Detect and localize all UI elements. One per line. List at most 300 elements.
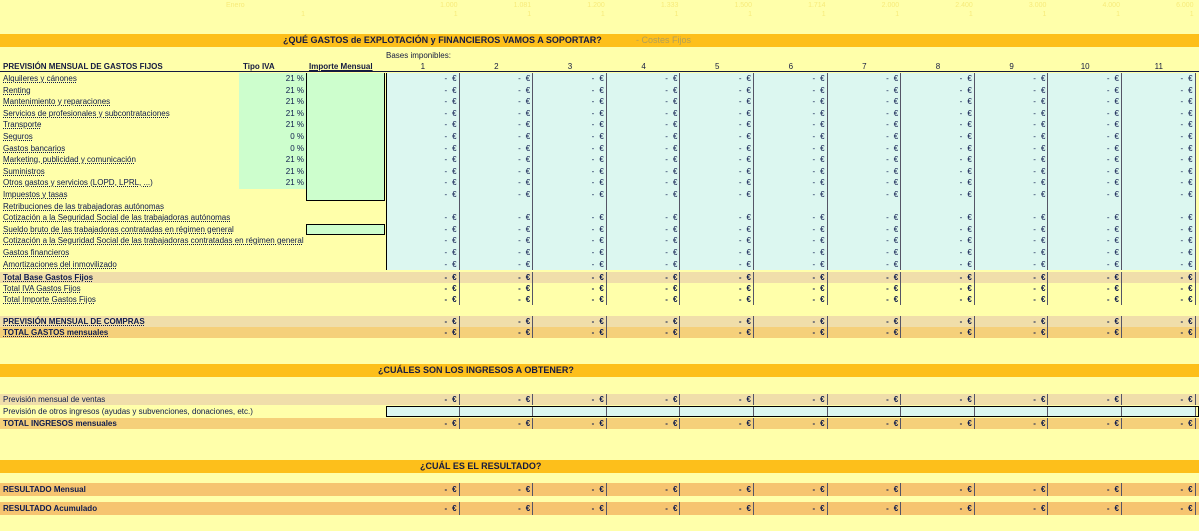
top-value: 3.000 bbox=[1028, 2, 1047, 9]
euro-sign: € bbox=[525, 178, 531, 188]
euro-sign: € bbox=[1040, 224, 1046, 234]
value-cell bbox=[1048, 283, 1122, 294]
expense-label: Cotización a la Seguridad Social de las trabajadoras contratadas en régimen general bbox=[3, 236, 304, 246]
euro-sign: € bbox=[525, 166, 531, 176]
value-cell bbox=[533, 316, 607, 327]
euro-sign: € bbox=[820, 178, 825, 188]
euro-sign: € bbox=[599, 236, 604, 246]
importe-mensual-header: Importe Mensual bbox=[309, 62, 373, 71]
euro-sign: € bbox=[820, 295, 825, 304]
euro-sign: € bbox=[525, 295, 531, 304]
cell-value: - bbox=[518, 178, 521, 188]
euro-sign: € bbox=[820, 143, 825, 153]
euro-sign: € bbox=[525, 504, 531, 513]
euro-sign: € bbox=[746, 166, 751, 176]
euro-sign: € bbox=[599, 328, 604, 337]
cell-value: - bbox=[812, 166, 816, 176]
euro-sign: € bbox=[1040, 295, 1046, 304]
euro-sign: € bbox=[452, 395, 457, 404]
cell-value: - bbox=[1033, 166, 1036, 176]
euro-sign: € bbox=[525, 273, 531, 282]
value-cell bbox=[1122, 283, 1196, 294]
top-sub-value: 1 bbox=[1042, 11, 1047, 18]
euro-sign: € bbox=[1040, 485, 1046, 494]
cell-value: - bbox=[665, 328, 668, 337]
euro-sign: € bbox=[452, 485, 457, 494]
cell-value: - bbox=[1180, 224, 1184, 234]
euro-sign: € bbox=[672, 132, 678, 141]
euro-sign: € bbox=[525, 259, 531, 269]
cell-value: - bbox=[959, 259, 963, 269]
euro-sign: € bbox=[746, 132, 751, 141]
cell-value: - bbox=[1106, 236, 1110, 246]
euro-sign: € bbox=[599, 259, 604, 269]
value-cell bbox=[975, 483, 1049, 496]
euro-sign: € bbox=[525, 328, 531, 337]
euro-sign: € bbox=[967, 143, 972, 153]
euro-sign: € bbox=[599, 74, 604, 83]
euro-sign: € bbox=[820, 224, 825, 234]
cell-value: - bbox=[1180, 485, 1184, 494]
value-cell bbox=[386, 327, 460, 338]
euro-sign: € bbox=[746, 284, 751, 293]
cell-value: - bbox=[1180, 295, 1184, 304]
cell-value: - bbox=[1033, 248, 1036, 257]
value-cell bbox=[533, 283, 607, 294]
euro-sign: € bbox=[746, 328, 751, 337]
cell-value: - bbox=[665, 295, 668, 304]
euro-sign: € bbox=[452, 284, 457, 293]
euro-sign: € bbox=[967, 224, 972, 234]
euro-sign: € bbox=[452, 97, 457, 107]
euro-sign: € bbox=[967, 213, 972, 223]
euro-sign: € bbox=[893, 108, 899, 118]
cell-value: - bbox=[518, 155, 521, 165]
cell-value: - bbox=[444, 155, 448, 165]
value-cell bbox=[680, 272, 754, 283]
section-ingresos-title bbox=[0, 364, 1199, 377]
euro-sign: € bbox=[746, 273, 751, 282]
cell-value: - bbox=[444, 224, 448, 234]
euro-sign: € bbox=[893, 224, 899, 234]
cell-value: - bbox=[1180, 317, 1184, 326]
cell-value: - bbox=[665, 143, 668, 153]
euro-sign: € bbox=[599, 248, 604, 257]
value-cell bbox=[680, 418, 754, 429]
iva-cell[interactable]: 21 % bbox=[239, 96, 306, 108]
value-cell bbox=[533, 502, 607, 515]
cell-value: - bbox=[591, 166, 595, 176]
euro-sign: € bbox=[452, 155, 457, 165]
euro-sign: € bbox=[599, 295, 604, 304]
euro-sign: € bbox=[452, 190, 457, 199]
cell-value: - bbox=[1106, 259, 1110, 269]
value-cell bbox=[607, 316, 681, 327]
importe-cell[interactable] bbox=[306, 131, 385, 143]
importe-cell[interactable] bbox=[306, 119, 385, 131]
euro-sign: € bbox=[452, 213, 457, 223]
value-cell bbox=[901, 394, 975, 405]
iva-cell[interactable]: 21 % bbox=[239, 154, 306, 166]
euro-sign: € bbox=[967, 155, 972, 165]
cell-value: - bbox=[959, 178, 963, 188]
month-header-2: 2 bbox=[494, 62, 499, 71]
value-cell bbox=[754, 327, 828, 338]
cell-value: - bbox=[812, 224, 816, 234]
value-cell bbox=[680, 502, 754, 515]
cell-value: - bbox=[1033, 108, 1036, 118]
cell-value: - bbox=[738, 284, 742, 293]
value-cell bbox=[533, 394, 607, 405]
top-value: 1.200 bbox=[587, 2, 605, 9]
euro-sign: € bbox=[1188, 236, 1193, 246]
cell-value: - bbox=[738, 97, 742, 107]
value-cell bbox=[460, 394, 534, 405]
importe-cell[interactable] bbox=[306, 143, 385, 155]
cell-value: - bbox=[959, 317, 963, 326]
importe-cell[interactable] bbox=[306, 166, 385, 178]
euro-sign: € bbox=[599, 273, 604, 282]
value-cell bbox=[386, 394, 460, 405]
expense-label: Alquileres y cánones bbox=[3, 74, 77, 83]
euro-sign: € bbox=[672, 143, 678, 153]
cell-value: - bbox=[812, 419, 816, 428]
cell-value: - bbox=[886, 248, 889, 257]
expense-label: Transporte bbox=[3, 120, 42, 130]
cell-value: - bbox=[886, 485, 889, 494]
euro-sign: € bbox=[672, 108, 678, 118]
cell-value: - bbox=[959, 224, 963, 234]
cell-value: - bbox=[1106, 419, 1110, 428]
cell-value: - bbox=[1106, 224, 1110, 234]
importe-cell[interactable] bbox=[306, 73, 385, 85]
importe-cell[interactable] bbox=[306, 224, 385, 236]
euro-sign: € bbox=[1040, 273, 1046, 282]
cell-value: - bbox=[444, 108, 448, 118]
cell-value: - bbox=[1180, 213, 1184, 223]
iva-cell[interactable]: 21 % bbox=[239, 166, 306, 178]
value-cell bbox=[607, 283, 681, 294]
euro-sign: € bbox=[1114, 213, 1119, 223]
euro-sign: € bbox=[599, 213, 604, 223]
expense-label: Impuestos y tasas bbox=[3, 190, 68, 199]
euro-sign: € bbox=[967, 236, 972, 246]
euro-sign: € bbox=[599, 419, 604, 428]
euro-sign: € bbox=[452, 248, 457, 257]
euro-sign: € bbox=[967, 74, 972, 83]
euro-sign: € bbox=[893, 74, 899, 83]
euro-sign: € bbox=[672, 273, 678, 282]
euro-sign: € bbox=[1040, 108, 1046, 118]
cell-value: - bbox=[444, 504, 448, 513]
cell-value: - bbox=[591, 143, 595, 153]
iva-cell[interactable]: 21 % bbox=[239, 177, 306, 189]
cell-value: - bbox=[886, 328, 889, 337]
cell-value: - bbox=[738, 143, 742, 153]
cell-value: - bbox=[1033, 284, 1036, 293]
cell-value: - bbox=[959, 419, 963, 428]
cell-value: - bbox=[812, 132, 816, 141]
cell-value: - bbox=[886, 317, 889, 326]
euro-sign: € bbox=[746, 236, 751, 246]
euro-sign: € bbox=[452, 132, 457, 141]
value-cell bbox=[901, 316, 975, 327]
cell-value: - bbox=[812, 504, 816, 513]
euro-sign: € bbox=[1114, 295, 1119, 304]
cell-value: - bbox=[738, 317, 742, 326]
euro-sign: € bbox=[820, 97, 825, 107]
cell-value: - bbox=[1033, 317, 1036, 326]
euro-sign: € bbox=[746, 85, 751, 95]
value-cell bbox=[386, 418, 460, 429]
value-cell bbox=[607, 294, 681, 305]
value-cell bbox=[901, 327, 975, 338]
cell-value: - bbox=[738, 273, 742, 282]
top-sub-value: 1 bbox=[453, 11, 458, 18]
euro-sign: € bbox=[1040, 248, 1046, 257]
cell-value: - bbox=[1180, 97, 1184, 107]
euro-sign: € bbox=[820, 395, 825, 404]
euro-sign: € bbox=[1188, 85, 1193, 95]
expense-label: Amortizaciones del inmovilizado bbox=[3, 259, 117, 269]
cell-value: - bbox=[886, 155, 889, 165]
cell-value: - bbox=[591, 224, 595, 234]
euro-sign: € bbox=[452, 224, 457, 234]
importe-cell[interactable] bbox=[306, 189, 385, 201]
value-cell bbox=[680, 316, 754, 327]
cell-value: - bbox=[886, 213, 889, 223]
euro-sign: € bbox=[525, 284, 531, 293]
cell-value: - bbox=[518, 259, 521, 269]
euro-sign: € bbox=[672, 120, 678, 130]
euro-sign: € bbox=[599, 97, 604, 107]
value-cell bbox=[680, 483, 754, 496]
importe-cell[interactable] bbox=[306, 96, 385, 108]
cell-value: - bbox=[1033, 295, 1036, 304]
importe-cell[interactable] bbox=[306, 108, 385, 120]
cell-value: - bbox=[1106, 97, 1110, 107]
cell-value: - bbox=[959, 485, 963, 494]
euro-sign: € bbox=[893, 248, 899, 257]
euro-sign: € bbox=[1040, 132, 1046, 141]
resultado-mensual-label: RESULTADO Mensual bbox=[3, 485, 86, 494]
euro-sign: € bbox=[820, 132, 825, 141]
cell-value: - bbox=[1180, 74, 1184, 83]
iva-cell[interactable]: 21 % bbox=[239, 85, 306, 97]
cell-value: - bbox=[444, 259, 448, 269]
value-cell bbox=[975, 316, 1049, 327]
euro-sign: € bbox=[599, 504, 604, 513]
cell-value: - bbox=[665, 97, 668, 107]
cell-value: - bbox=[738, 236, 742, 246]
euro-sign: € bbox=[746, 317, 751, 326]
value-cell bbox=[975, 327, 1049, 338]
cell-value: - bbox=[738, 504, 742, 513]
euro-sign: € bbox=[1114, 74, 1119, 83]
iva-cell[interactable]: 21 % bbox=[239, 108, 306, 120]
euro-sign: € bbox=[967, 108, 972, 118]
cell-value: - bbox=[738, 248, 742, 257]
euro-sign: € bbox=[1114, 166, 1119, 176]
cell-value: - bbox=[1033, 259, 1036, 269]
cell-value: - bbox=[959, 213, 963, 223]
euro-sign: € bbox=[820, 317, 825, 326]
euro-sign: € bbox=[672, 485, 678, 494]
cell-value: - bbox=[812, 395, 816, 404]
cell-value: - bbox=[518, 284, 521, 293]
euro-sign: € bbox=[1188, 224, 1193, 234]
importe-cell[interactable] bbox=[306, 85, 385, 97]
cell-value: - bbox=[812, 74, 816, 83]
cell-value: - bbox=[1033, 419, 1036, 428]
euro-sign: € bbox=[1114, 273, 1119, 282]
cell-value: - bbox=[1106, 178, 1110, 188]
cell-value: - bbox=[886, 395, 889, 404]
cell-value: - bbox=[959, 85, 963, 95]
euro-sign: € bbox=[599, 108, 604, 118]
cell-value: - bbox=[591, 395, 595, 404]
importe-cell[interactable] bbox=[306, 177, 385, 189]
cell-value: - bbox=[1033, 97, 1036, 107]
iva-cell[interactable]: 21 % bbox=[239, 73, 306, 85]
cell-value: - bbox=[1180, 190, 1184, 199]
cell-value: - bbox=[812, 190, 816, 199]
cell-value: - bbox=[1106, 190, 1110, 199]
euro-sign: € bbox=[525, 248, 531, 257]
top-value: 6.000 bbox=[1176, 2, 1194, 9]
euro-sign: € bbox=[452, 120, 457, 130]
euro-sign: € bbox=[820, 485, 825, 494]
cell-value: - bbox=[591, 108, 595, 118]
cell-value: - bbox=[444, 295, 448, 304]
euro-sign: € bbox=[1114, 120, 1119, 130]
euro-sign: € bbox=[1114, 155, 1119, 165]
cell-value: - bbox=[1033, 178, 1036, 188]
value-cell bbox=[1048, 294, 1122, 305]
cell-value: - bbox=[591, 120, 595, 130]
euro-sign: € bbox=[967, 328, 972, 337]
euro-sign: € bbox=[1040, 259, 1046, 269]
value-cell bbox=[607, 327, 681, 338]
cell-value: - bbox=[1106, 485, 1110, 494]
cell-value: - bbox=[1033, 224, 1036, 234]
month-header-11: 11 bbox=[1154, 62, 1163, 71]
euro-sign: € bbox=[1114, 284, 1119, 293]
euro-sign: € bbox=[1188, 395, 1193, 404]
cell-value: - bbox=[518, 190, 521, 199]
cell-value: - bbox=[591, 419, 595, 428]
cell-value: - bbox=[1106, 248, 1110, 257]
value-cell bbox=[1048, 394, 1122, 405]
cell-value: - bbox=[959, 236, 963, 246]
importe-cell[interactable] bbox=[306, 154, 385, 166]
euro-sign: € bbox=[599, 85, 604, 95]
euro-sign: € bbox=[672, 419, 678, 428]
section-gastos-heading: ¿QUÉ GASTOS de EXPLOTACIÓN y FINANCIEROS VAMOS A SOPORTAR? bbox=[283, 35, 602, 45]
top-sub-value: 1 bbox=[821, 11, 826, 18]
cell-value: - bbox=[1180, 248, 1184, 257]
euro-sign: € bbox=[967, 190, 972, 199]
cell-value: - bbox=[1180, 85, 1184, 95]
cell-value: - bbox=[1106, 74, 1110, 83]
value-cell bbox=[386, 294, 460, 305]
cell-value: - bbox=[518, 132, 521, 141]
cell-value: - bbox=[738, 120, 742, 130]
euro-sign: € bbox=[452, 504, 457, 513]
month-sub: 1 bbox=[301, 11, 305, 18]
cell-value: - bbox=[444, 132, 448, 141]
cell-value: - bbox=[959, 74, 963, 83]
value-cell bbox=[754, 283, 828, 294]
euro-sign: € bbox=[525, 143, 531, 153]
cell-value: - bbox=[444, 190, 448, 199]
euro-sign: € bbox=[599, 395, 604, 404]
iva-cell[interactable]: 0 % bbox=[239, 143, 306, 155]
cell-value: - bbox=[886, 419, 889, 428]
cell-value: - bbox=[812, 273, 816, 282]
cell-value: - bbox=[1033, 328, 1036, 337]
cell-value: - bbox=[959, 132, 963, 141]
euro-sign: € bbox=[1114, 97, 1119, 107]
cell-value: - bbox=[959, 120, 963, 130]
euro-sign: € bbox=[1040, 190, 1046, 199]
euro-sign: € bbox=[893, 166, 899, 176]
cell-value: - bbox=[1033, 236, 1036, 246]
euro-sign: € bbox=[1188, 295, 1193, 304]
iva-cell[interactable]: 0 % bbox=[239, 131, 306, 143]
euro-sign: € bbox=[820, 108, 825, 118]
euro-sign: € bbox=[672, 178, 678, 188]
cell-value: - bbox=[812, 108, 816, 118]
value-cell bbox=[1048, 418, 1122, 429]
cell-value: - bbox=[518, 97, 521, 107]
iva-cell[interactable]: 21 % bbox=[239, 119, 306, 131]
euro-sign: € bbox=[672, 284, 678, 293]
cell-value: - bbox=[665, 485, 668, 494]
euro-sign: € bbox=[746, 178, 751, 188]
euro-sign: € bbox=[820, 504, 825, 513]
cell-value: - bbox=[444, 284, 448, 293]
cell-value: - bbox=[812, 178, 816, 188]
value-cell bbox=[460, 327, 534, 338]
euro-sign: € bbox=[893, 97, 899, 107]
euro-sign: € bbox=[1114, 259, 1119, 269]
euro-sign: € bbox=[820, 120, 825, 130]
value-cell bbox=[386, 483, 460, 496]
cell-value: - bbox=[959, 248, 963, 257]
cell-value: - bbox=[812, 317, 816, 326]
cell-value: - bbox=[1106, 132, 1110, 141]
cell-value: - bbox=[738, 190, 742, 199]
cell-value: - bbox=[1106, 504, 1110, 513]
cell-value: - bbox=[959, 328, 963, 337]
euro-sign: € bbox=[1040, 317, 1046, 326]
euro-sign: € bbox=[599, 317, 604, 326]
value-cell bbox=[828, 483, 902, 496]
cell-value: - bbox=[1106, 155, 1110, 165]
value-cell bbox=[680, 394, 754, 405]
euro-sign: € bbox=[525, 74, 531, 83]
value-cell bbox=[828, 327, 902, 338]
value-cell bbox=[1048, 483, 1122, 496]
value-cell bbox=[1048, 272, 1122, 283]
euro-sign: € bbox=[525, 236, 531, 246]
cell-value: - bbox=[1180, 143, 1184, 153]
value-cell bbox=[680, 294, 754, 305]
cell-value: - bbox=[518, 317, 521, 326]
euro-sign: € bbox=[967, 97, 972, 107]
euro-sign: € bbox=[452, 108, 457, 118]
